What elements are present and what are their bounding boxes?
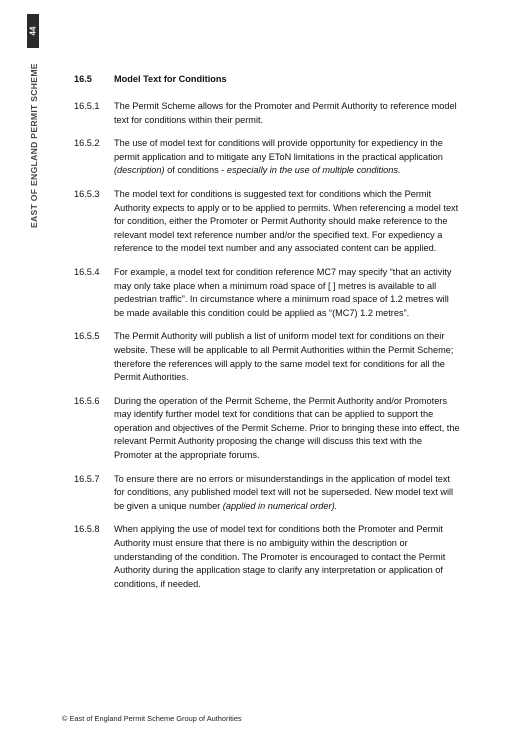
paragraph-text	[114, 395, 460, 463]
paragraph	[74, 395, 460, 463]
paragraph-list	[74, 100, 460, 591]
paragraph-number: 16.5.7	[74, 473, 100, 484]
paragraph	[74, 188, 460, 256]
paragraph	[74, 100, 460, 127]
paragraph-text	[114, 523, 460, 591]
paragraph-number: 16.5.5	[74, 331, 100, 342]
paragraph	[74, 137, 460, 178]
paragraph-number: 16.5.8	[74, 524, 100, 535]
paragraph-text	[114, 188, 460, 256]
text-segment: of conditions -	[164, 165, 227, 176]
italic-text-segment: (description)	[114, 165, 165, 176]
paragraph-number: 16.5.3	[74, 188, 100, 199]
text-segment: The use of model text for conditions will provide opportunity for expediency in the permit application and to mitigate any EToN limitations in the practical application	[114, 138, 443, 162]
paragraph-text	[114, 137, 460, 178]
paragraph-text	[114, 473, 460, 514]
italic-text-segment: especially in the use of multiple conditions.	[226, 165, 401, 176]
side-title: EAST OF ENGLAND PERMIT SCHEME	[29, 63, 39, 228]
text-segment: The Permit Scheme allows for the Promoter and Permit Authority to reference model text for conditions within their permit.	[114, 101, 457, 125]
paragraph	[74, 523, 460, 591]
paragraph-number: 16.5.1	[74, 101, 100, 111]
section-heading	[74, 73, 460, 86]
italic-text-segment: (applied in numerical order).	[222, 500, 338, 511]
text-segment: To ensure there are no errors or misunderstandings in the application of model text for conditions, any published model text will not be superseded. New model text will be given a unique number	[114, 473, 454, 511]
text-segment: The model text for conditions is suggested text for conditions which the Permit Authority expects to apply or to be applied to permits. When referencing a model text for condition, either the Promoter or Permit Authority should make reference to the relevant model text reference number and/or the specified text. For expediency a reference to the model text number and any associated content can be applied.	[114, 188, 459, 254]
paragraph-text	[114, 100, 460, 127]
text-segment: When applying the use of model text for conditions both the Promoter and Permit Authority must ensure that there is no ambiguity within the description or understanding of the condition. The Promoter is encouraged to contact the Permit Authority during the application stage to clarify any interpretation or application of conditions, if needed.	[114, 524, 446, 589]
text-segment: For example, a model text for condition reference MC7 may specify “that an activity may only take place when a minimum road space of [ ] metres is available to all pedestrian traffic”. In circumstance where a minimum road space of 1.2 metres will be made available this condition could be applied as “(MC7) 1.2 metres”.	[114, 266, 452, 318]
document-body	[74, 73, 460, 601]
paragraph	[74, 266, 460, 320]
paragraph-text	[114, 266, 460, 320]
paragraph-number: 16.5.6	[74, 395, 100, 406]
footer-copyright: © East of England Permit Scheme Group of Authorities	[62, 714, 242, 723]
text-segment: During the operation of the Permit Scheme, the Permit Authority and/or Promoters may identify further model text for conditions that can be applied to support the operation and objectives of the Permit Scheme. Prior to bringing these into effect, the relevant Permit Authority proposing the change will discuss this text with the Promoter at the appropriate forums.	[114, 395, 460, 461]
paragraph	[74, 473, 460, 514]
paragraph-text	[114, 330, 460, 384]
page-number: 44	[28, 26, 38, 36]
section-title: Model Text for Conditions	[114, 74, 227, 84]
page-number-tab	[27, 14, 39, 48]
text-segment: The Permit Authority will publish a list of uniform model text for conditions on their website. These will be applicable to all Permit Authorities within the Permit Scheme; therefore the references will apply to the same model text for conditions for all the Permit Authorities.	[114, 331, 454, 383]
paragraph	[74, 330, 460, 384]
paragraph-number: 16.5.2	[74, 138, 100, 149]
paragraph-number: 16.5.4	[74, 266, 100, 277]
section-number: 16.5	[74, 74, 92, 84]
